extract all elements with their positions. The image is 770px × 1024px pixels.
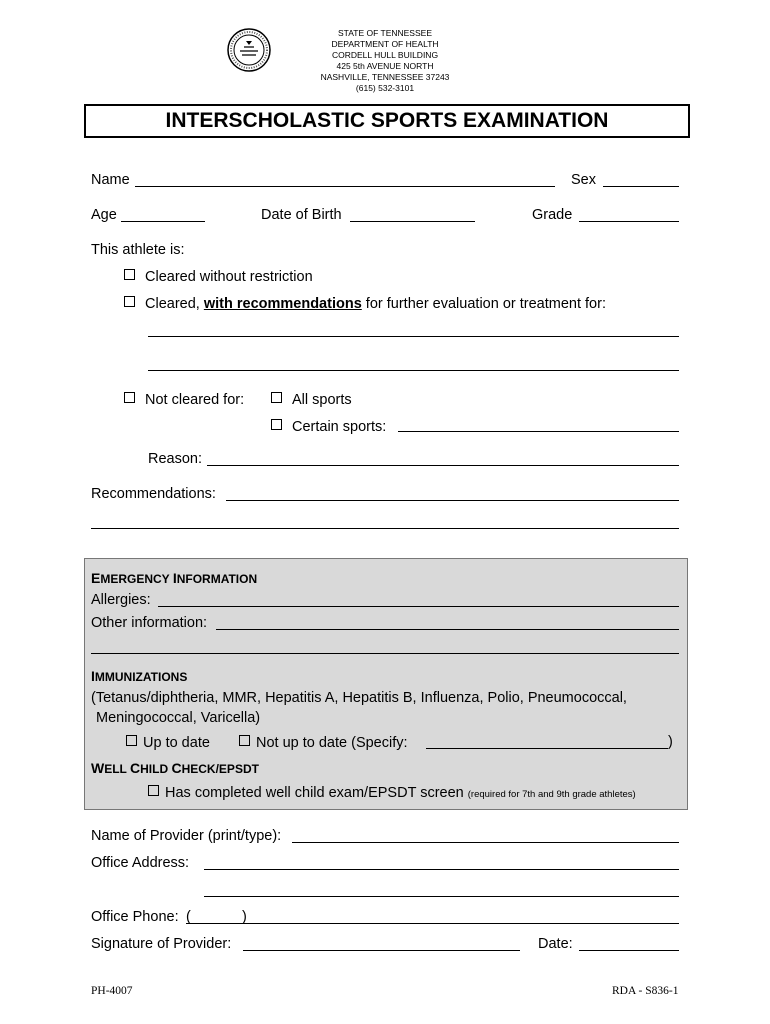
signature-field[interactable] xyxy=(243,950,520,951)
reason-field[interactable] xyxy=(207,465,679,466)
recommendations-field[interactable] xyxy=(226,500,679,501)
office-phone-field[interactable] xyxy=(186,923,679,924)
certain-sports-label: Certain sports: xyxy=(292,419,387,435)
dob-label: Date of Birth xyxy=(261,207,342,223)
dob-field[interactable] xyxy=(350,221,475,222)
all-sports-option[interactable] xyxy=(271,392,352,408)
certain-sports-checkbox[interactable] xyxy=(271,419,282,430)
cleared-with-recs-label-a: Cleared, xyxy=(145,296,200,312)
header-line: 425 5th AVENUE NORTH xyxy=(336,61,434,71)
office-address-label: Office Address: xyxy=(91,855,190,871)
header-line: DEPARTMENT OF HEALTH xyxy=(331,39,439,49)
age-field[interactable] xyxy=(121,221,205,222)
date-label: Date: xyxy=(538,936,573,952)
agency-header xyxy=(250,28,520,94)
not-up-to-date-label: Not up to date (Specify: xyxy=(256,735,408,751)
athlete-is-label: This athlete is: xyxy=(91,242,185,258)
header-line: NASHVILLE, TENNESSEE 37243 xyxy=(320,72,450,82)
not-up-to-date-checkbox[interactable] xyxy=(239,735,250,746)
provider-name-field[interactable] xyxy=(292,842,679,843)
well-child-note: (required for 7th and 9th grade athletes) xyxy=(467,789,636,800)
emergency-heading: EMERGENCY INFORMATION xyxy=(91,570,258,586)
certain-sports-option[interactable] xyxy=(271,419,386,435)
name-field[interactable] xyxy=(135,186,555,187)
all-sports-checkbox[interactable] xyxy=(271,392,282,403)
provider-name-label: Name of Provider (print/type): xyxy=(91,828,282,844)
not-cleared-label: Not cleared for: xyxy=(145,392,245,408)
not-up-to-date-option[interactable] xyxy=(239,735,408,751)
recommendations-line-2[interactable] xyxy=(91,528,679,529)
office-phone-label: Office Phone: xyxy=(91,909,179,925)
immunizations-list-2: Meningococcal, Varicella) xyxy=(96,710,261,726)
recs-line-2[interactable] xyxy=(148,370,679,371)
well-child-option[interactable] xyxy=(148,785,636,801)
phone-paren-close: ) xyxy=(242,909,247,925)
up-to-date-option[interactable] xyxy=(126,735,210,751)
allergies-label: Allergies: xyxy=(91,592,151,608)
cleared-checkbox[interactable] xyxy=(124,269,135,280)
header-line: STATE OF TENNESSEE xyxy=(338,28,432,38)
all-sports-label: All sports xyxy=(292,392,352,408)
grade-field[interactable] xyxy=(579,221,679,222)
rda-number: RDA - S836-1 xyxy=(612,985,679,997)
reason-label: Reason: xyxy=(148,451,203,467)
office-address-line-2[interactable] xyxy=(204,896,679,897)
close-paren: ) xyxy=(668,734,673,750)
immunizations-list: (Tetanus/diphtheria, MMR, Hepatitis A, Hepatitis B, Influenza, Polio, Pneumococcal, xyxy=(91,690,627,706)
header-line: (615) 532-3101 xyxy=(355,83,415,93)
up-to-date-checkbox[interactable] xyxy=(126,735,137,746)
with-recommendations-text: with recommendations xyxy=(203,296,362,312)
age-label: Age xyxy=(91,207,117,223)
well-child-checkbox[interactable] xyxy=(148,785,159,796)
name-label: Name xyxy=(91,172,130,188)
form-number: PH-4007 xyxy=(91,985,133,997)
other-info-field[interactable] xyxy=(216,629,679,630)
not-cleared-checkbox[interactable] xyxy=(124,392,135,403)
cleared-with-recs-label-c: for further evaluation or treatment for: xyxy=(365,296,606,312)
signature-label: Signature of Provider: xyxy=(91,936,232,952)
header-line: CORDELL HULL BUILDING xyxy=(331,50,439,60)
sex-field[interactable] xyxy=(603,186,679,187)
up-to-date-label: Up to date xyxy=(143,735,210,751)
certain-sports-field[interactable] xyxy=(398,431,679,432)
well-child-heading: WELL CHILD CHECK/EPSDT xyxy=(91,760,259,776)
cleared-label: Cleared without restriction xyxy=(145,269,313,285)
cleared-option[interactable] xyxy=(124,269,313,285)
recommendations-label: Recommendations: xyxy=(91,486,216,502)
grade-label: Grade xyxy=(532,207,573,223)
other-info-line-2[interactable] xyxy=(91,653,679,654)
form-title: INTERSCHOLASTIC SPORTS EXAMINATION xyxy=(84,104,690,138)
date-field[interactable] xyxy=(579,950,679,951)
sex-label: Sex xyxy=(571,172,596,188)
cleared-with-recs-option[interactable] xyxy=(124,296,606,312)
office-address-field[interactable] xyxy=(204,869,679,870)
allergies-field[interactable] xyxy=(158,606,679,607)
recs-line-1[interactable] xyxy=(148,336,679,337)
cleared-with-recs-checkbox[interactable] xyxy=(124,296,135,307)
immunizations-heading: IMMUNIZATIONS xyxy=(91,668,188,684)
well-child-label: Has completed well child exam/EPSDT screen xyxy=(165,785,464,801)
not-up-to-date-field[interactable] xyxy=(426,748,668,749)
not-cleared-option[interactable] xyxy=(124,392,244,408)
other-info-label: Other information: xyxy=(91,615,208,631)
phone-paren-open: ( xyxy=(186,909,191,925)
